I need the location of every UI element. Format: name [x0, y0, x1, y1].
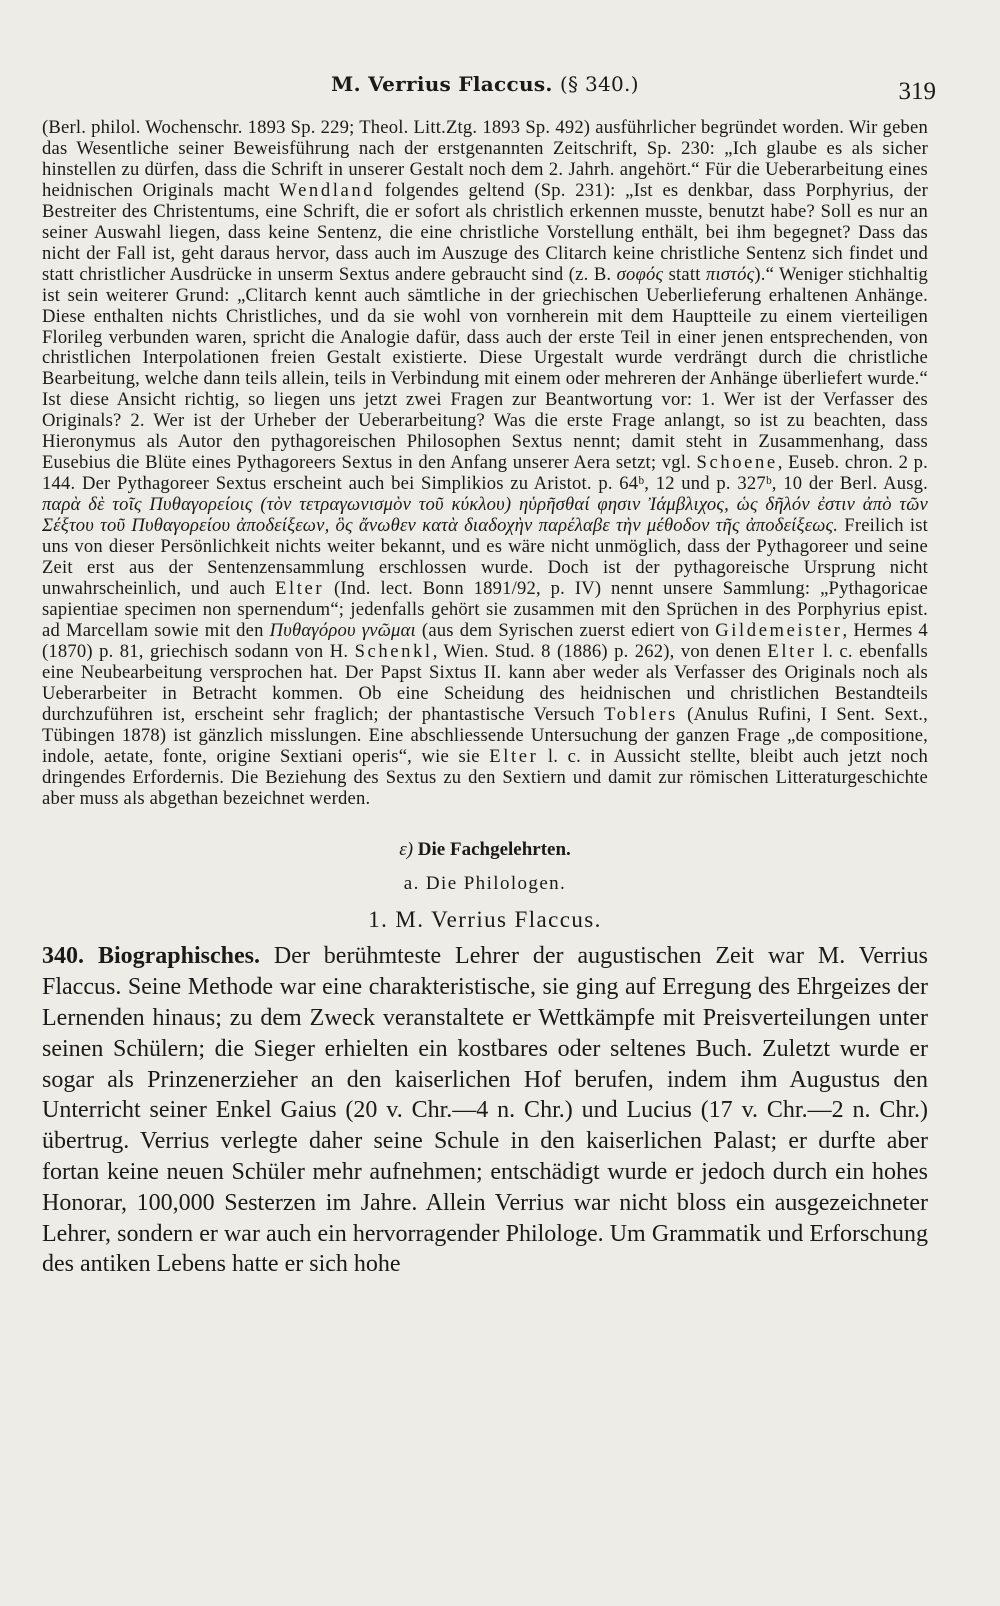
footnote-part: (aus dem Syrischen zuerst ediert von: [421, 619, 710, 641]
paragraph-title: Biographisches.: [97, 943, 260, 970]
footnote-part: l. c. ebenfalls eine Neubearbeitung versprochen hat. Der Papst Sixtus II. kann aber weder als Verfasser des Originals noch als Ueberarbeiter in Betracht kommen. Ob eine Scheidung des heidnischen und christlichen Bestandteils durchzuführen ist, erscheint sehr fraglich; der phantastische Versuch: [42, 640, 928, 725]
running-head: [42, 72, 928, 96]
greek-word: πιστός: [705, 263, 755, 285]
footnote-part: (Berl. philol. Wochenschr. 1893 Sp. 229; Theol. Litt.Ztg. 1893 Sp. 492) ausführlicher begründet worden. Wir geben das Wesentliche seiner Beweisführung nach der erstgenannten Zeitschrift, Sp. 230: „Ich glaube es als sicher hinstellen zu dürfen, dass die Schrift in unserer Gestalt noch dem 2. Jahrh. angehört.“ Für die Ueberarbeitung eines heidnischen Originals macht: [42, 117, 928, 201]
footnote-part: , Hermes 4 (1870) p. 81, griechisch sodann von H.: [42, 619, 928, 662]
greek-title: Πυθαγόρου γνῶμαι: [269, 619, 416, 641]
chapter-heading: [42, 839, 928, 861]
footnote-part: , Euseb. chron. 2 p. 144. Der Pythagoreer Sextus erscheint auch bei Simplikios zu Aristot. p. 64ᵇ, 12 und p. 327ᵇ, 10 der Berl. Ausg.: [42, 452, 928, 495]
section-reference: (§ 340.): [559, 72, 639, 96]
subchapter-heading: a. Die Philologen.: [403, 873, 567, 895]
author-schenkl: Schenkl: [354, 640, 433, 662]
footnote-part: ).“ Weniger stichhaltig ist sein weiterer Grund: „Clitarch kennt auch sämtliche in der griechischen Ueberlieferung erhaltenen Anhänge. Diese enthalten nichts Christliches, und da sie wohl von vornherein mit dem Hauptteile zu einem vierteiligen Florileg verbunden waren, spricht die Analogie dafür, dass auch der erste Teil in einer jenen entsprechenden, von christlichen Interpolationen freien Gestalt existierte. Diese Urgestalt wurde verdrängt durch die christliche Bearbeitung, welche dann teils allein, teils in Verbindung mit einem oder mehreren der Anhänge überliefert wurde.“ Ist diese Ansicht richtig, so liegen uns jetzt zwei Fragen zur Beantwortung vor: 1. Wer ist der Verfasser des Originals? 2. Wer ist der Urheber der Ueberarbeitung? Was die erste Frage anlangt, so ist zu beachten, dass Hieronymus als Autor den pythagoreischen Philosophen Sextus nennt; damit steht in Zusammenhang, dass Eusebius die Blüte eines Pythagoreers Sextus in den Anfang unserer Aera setzt; vgl.: [42, 263, 928, 474]
footnote-part: Freilich ist uns von dieser Persönlichkeit nichts weiter bekannt, und es wäre nicht unmöglich, dass der Pythagoreer und seine Zeit erst aus der Sentenzensammlung erschlossen wurde. Doch ist der pythagoreische Ursprung nicht unwahrscheinlich, und auch: [42, 515, 928, 599]
page-header: [42, 68, 936, 118]
footnote-part: l. c. in Aussicht stellte, bleibt auch jetzt noch dringendes Erfordernis. Die Beziehung des Sextus zu den Sextiern und damit zur römischen Litteraturgeschichte aber muss als abgethan bezeichnet werden.: [42, 745, 928, 809]
chapter-title: Die Fachgelehrten.: [417, 839, 571, 861]
section-headings: [42, 839, 928, 933]
author-wendland: Wendland: [279, 179, 376, 201]
greek-word: σοφός: [616, 263, 664, 285]
footnote-part: statt: [668, 263, 701, 285]
author-gildemeister: Gildemeister: [715, 619, 843, 641]
author-elter: Elter: [275, 577, 325, 599]
author-elter: Elter: [767, 640, 817, 662]
page-number: 319: [898, 78, 936, 105]
running-head-title: M. Verrius Flaccus.: [331, 72, 553, 96]
paragraph-text: Der berühmteste Lehrer der augustischen Zeit war M. Verrius Flaccus. Seine Methode war eine charakteristische, sie ging auf Erregung des Ehrgeizes der Lernenden hinaus; zu dem Zweck veranstaltete er Wettkämpfe mit Preisverteilungen unter seinen Schülern; die Sieger erhielten ein kostbares oder seltenes Buch. Zuletzt wurde er sogar als Prinzenerzieher an den kaiserlichen Hof berufen, indem ihm Augustus den Unterricht seiner Enkel Gaius (20 v. Chr.—4 n. Chr.) und Lucius (17 v. Chr.—2 n. Chr.) übertrug. Verrius verlegte daher seine Schule in den kaiserlichen Palast; er durfte aber fortan keine neuen Schüler mehr aufnehmen; entschädigt wurde er jedoch durch ein hohes Honorar, 100,000 Sesterzen im Jahre. Allein Verrius war nicht bloss ein ausgezeichneter Lehrer, sondern er war auch ein hervorragender Philologe. Um Grammatik und Erforschung des antiken Lebens hatte er sich hohe: [42, 943, 929, 1278]
main-paragraph: [42, 941, 928, 1280]
author-toblers: Toblers: [604, 703, 678, 725]
footnote-part: (Anulus Rufini, I Sent. Sext., Tübingen 1878) ist gänzlich misslungen. Eine abschliessende Untersuchung der ganzen Frage „de compositione, indole, aetate, fonte, origine Sextiani operis“, wie sie: [42, 703, 928, 767]
section-heading: 1. M. Verrius Flaccus.: [368, 907, 602, 933]
footnote-part: folgendes geltend (Sp. 231): „Ist es denkbar, dass Porphyrius, der Bestreiter des Christentums, eine Schrift, die er sofort als christlich erkennen musste, benutzt habe? Soll es nur an seiner Auswahl liegen, dass keine Sentenz, die eine christliche Vorstellung enthält, bei ihm begegnet? Dass das nicht der Fall ist, geht daraus hervor, dass auch im Auszuge des Clitarch keine christliche Sentenz sich findet und statt christlicher Ausdrücke in unserm Sextus andere gebraucht sind (z. B.: [42, 179, 928, 285]
footnote-part: (Ind. lect. Bonn 1891/92, p. IV) nennt unsere Sammlung: „Pythagoricae sapientiae specimen non spernendum“; jedenfalls gehört sie zusammen mit den Sprüchen in des Porphyrius epist. ad Marcellam sowie mit den: [42, 577, 928, 641]
greek-quotation: παρὰ δὲ τοῖς Πυθαγορείοις (τὸν τετραγωνισμὸν τοῦ κύκλου) ηὑρῆσθαί φησιν Ἰάμβλιχος, ὡς δῆλόν ἐστιν ἀπὸ τῶν Σέξτου τοῦ Πυθαγορείου ἀποδείξεων, ὃς ἄνωθεν κατὰ διαδοχὴν παρέλαβε τὴν μέθοδον τῆς ἀποδείξεως.: [42, 494, 928, 537]
author-schoene: Schoene: [696, 452, 778, 474]
paragraph-number: 340.: [42, 943, 84, 970]
chapter-label: ε): [399, 839, 414, 861]
footnote-part: , Wien. Stud. 8 (1886) p. 262), von denen: [432, 640, 762, 662]
footnote-text: [42, 118, 928, 809]
author-elter: Elter: [489, 745, 539, 767]
